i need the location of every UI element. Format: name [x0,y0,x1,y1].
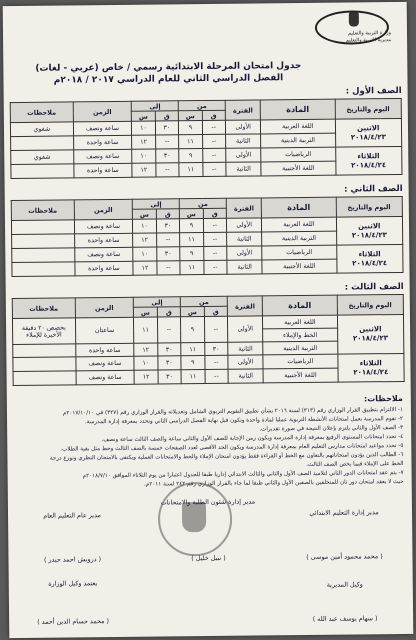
time-cell: ساعة واحدة [73,163,132,178]
signature-vice-left-name: ( محمد حسام الدين أحمد ) [37,617,110,626]
col-header-subject: المادة [261,197,335,218]
note-line: ٢- تقوم المدرسة بعمل امتحانات الأنشطة التربوية عمليا لمادة واحدة وتكون قبل نهاية الفصل الدراسي الثاني وتحدد بمعرفة إدارة المدرسة. [84,415,404,426]
to-s-cell: ١٢ [132,163,156,177]
col-header-from-q: ق [204,306,228,316]
subject-cell: اللغة العربية [262,217,336,232]
time-cell: ساعة ونصف [75,356,134,371]
to-q-cell: -- [156,163,180,177]
col-header-from: من [178,100,225,110]
col-header-to-q: ق [157,307,181,317]
note-cell [12,234,75,249]
to-s-cell: ١٠ [133,219,157,233]
from-s-cell: ١١ [180,233,204,247]
exam-date: ٢٠١٨/٤/٢٤ [351,160,387,169]
signature-left-name: ( درويش احمد حيدر ) [43,555,102,564]
time-cell: ساعة واحدة [73,135,132,150]
note-cell: شفوي [11,150,74,165]
day-name: الثلاثاء [358,249,381,258]
note-line: ١- الالتزام بتطبيق القرار الوزاري رقم (٣١٣) لسنة ٢٠١٦ بشأن تطبيق التقويم التربوي الشامل وتعديلاته والقرار الوزاري رقم (٣٢٧) في ٢٠١٧/١٠/١٠م [62,406,403,417]
to-q-cell: ٣٠ [155,121,179,135]
note-line: ٦- الطالب الذين يؤدون امتحاناتهم بالتعاون مع الخط أو القراءة فقط يؤدون امتحان الإملاء والخط والامتحانات العملية ويكتفى بالامتحان النظري ونوزع درجة [49,451,404,462]
from-q-cell: -- [203,218,227,232]
col-header-from-q: ق [203,208,227,218]
subject-cell: اللغة العربية [261,119,335,134]
to-q-cell: ٣٠ [158,356,182,370]
note-line: ٧- يتم عقد امتحانات الدور الثاني لتلاميذ الصف الأول والثاني والثالث الابتدائي إداريا طبقا للجدول اعتبارا من يوم الثلاثاء الموافق ٢٠١٨/٧/١٠م [82,469,404,480]
time-cell: ساعة واحدة [75,343,134,357]
col-header-time: الزمن [75,297,134,318]
to-s-cell: ١٠ [133,247,157,261]
subject-cell: اللغة الأجنبية [263,368,337,383]
to-q-cell: -- [157,317,181,343]
signature-left-title: مدير عام التعليم العام [43,511,101,520]
col-header-to: إلى [134,297,181,307]
signature-mid-name: ( نبيل خليل ) [191,553,226,563]
col-header-from: من [180,296,227,306]
from-q-cell: -- [203,260,227,274]
period-cell: الأولى [228,316,263,342]
day-name: الاثنين [358,221,381,230]
to-s-cell: ١٠ [132,121,156,135]
day-date-cell [336,216,403,245]
col-header-day: اليوم والتاريخ [336,196,403,217]
time-cell: ساعة واحدة [74,233,133,248]
to-q-cell: ٣٠ [157,343,181,356]
signature-vice-right-title: وكيل المديرية [326,580,363,589]
col-header-time: الزمن [74,199,133,220]
time-cell: ساعة ونصف [74,247,133,262]
period-cell: الأولى [226,218,261,232]
exam-date: ٢٠١٨/٤/٢٤ [352,258,388,267]
col-header-from-s: س [179,209,203,219]
from-s-cell: ٩ [181,356,205,370]
day-name: الثلاثاء [359,358,382,367]
to-q-cell: ٣٠ [156,219,180,233]
note-line: الخط على الإملاء فيما يخص الصف الثالث. [306,460,404,468]
col-header-to-s: س [133,209,157,219]
col-header-to-s: س [132,111,156,121]
signature-vice-left-title: يعتمد وكيل الوزارة [48,579,98,588]
time-cell: ساعة ونصف [73,149,132,164]
col-header-notes: ملاحظات [12,298,75,319]
period-cell: الثانية [228,369,263,383]
col-header-time: الزمن [73,101,132,122]
section-title: الصف الثالث : [344,281,404,293]
subject-cell: التربية الدينية [261,133,335,148]
from-s-cell: ٩ [180,247,204,261]
notes-heading: ملاحظات: [363,393,403,404]
exam-date: ٢٠١٨/٤/٢٣ [350,132,386,141]
note-cell [13,371,76,386]
from-q-cell: -- [202,134,226,148]
to-q-cell: -- [157,261,181,275]
subject-cell: اللغة العربية [263,315,337,329]
to-s-cell: ١٢ [133,233,157,247]
exam-date: ٢٠١٨/٤/٢٤ [353,367,389,376]
from-s-cell: ١١ [179,135,203,149]
eagle-emblem-icon [182,502,206,532]
col-header-to: إلى [132,199,179,209]
to-s-cell: ١٢ [134,343,158,356]
from-s-cell: ١١ [179,163,203,177]
col-header-to: إلى [131,101,178,111]
note-cell: شفوي [10,122,73,137]
col-header-day: اليوم والتاريخ [335,98,402,119]
col-header-from: من [179,198,226,208]
notes-list [17,406,404,491]
subject-cell: اللغة الأجنبية [262,259,336,274]
from-q-cell: -- [202,148,226,162]
from-q-cell: -- [203,232,227,246]
official-stamp [158,482,233,557]
subject-cell: الرياضيات [263,354,337,369]
from-s-cell: ٩ [180,219,204,233]
to-s-cell: ١١ [134,317,158,343]
doc-subtitle: الفصل الدراسي الثاني للعام الدراسي ٢٠١٧ / ٢٠١٨م [53,73,284,86]
col-header-period: الفترة [227,296,262,316]
table-row [12,314,403,331]
note-cell [11,220,74,235]
period-cell: الأولى [225,120,260,134]
to-q-cell: ٣٠ [158,370,182,384]
from-q-cell: -- [202,120,226,134]
note-cell [12,248,75,263]
to-q-cell: -- [155,135,179,149]
subject-cell: الخط والإملاء [263,328,337,342]
schedule-table-grade3 [12,294,405,386]
col-header-period: الفترة [225,100,260,120]
day-name: الاثنين [359,325,382,334]
note-cell [11,164,74,179]
from-s-cell: ١١ [180,261,204,275]
note-line: ٣- الصف الأول والثاني يلتزم بإعلان النتيجة في صورة تقديرات. [259,424,404,433]
logo-line1: وزارة التربية والتعليم [348,30,392,37]
time-cell: ساعتان [75,317,134,344]
day-name: الثلاثاء [357,151,380,160]
period-cell: الثانية [226,162,261,176]
col-header-notes: ملاحظات [11,200,74,221]
day-name: الاثنين [357,123,380,132]
from-s-cell: ٩ [179,121,203,135]
eagle-icon [349,12,359,26]
col-header-notes: ملاحظات [10,102,73,123]
period-cell: الثانية [228,342,263,355]
col-header-from-s: س [181,307,205,317]
to-s-cell: ١٠ [134,356,158,370]
to-s-cell: ١٠ [132,149,156,163]
to-q-cell: ٣٠ [155,149,179,163]
note-cell [13,344,76,358]
period-cell: الأولى [228,355,263,369]
from-q-cell: -- [204,355,228,369]
period-cell: الأولى [227,246,262,260]
section-title: الصف الثاني : [344,183,403,195]
subject-cell: التربية الدينية [262,231,336,246]
exam-date: ٢٠١٨/٤/٢٣ [351,230,387,239]
note-cell [11,136,74,151]
col-header-from-q: ق [202,110,226,120]
col-header-subject: المادة [263,295,337,316]
section-title: الصف الأول : [345,85,402,97]
subject-cell: الرياضيات [261,147,335,162]
col-header-to-q: ق [155,111,179,121]
day-date-cell [335,118,402,147]
note-line: ٥- تحدد مواعيد امتحانات مدارس التعليم العام بمعرفة إدارة المدرسة ويكون الحد الأقصى لعدد الصفحات خمسة بالصف الثالث وخط مثل بقية الطلاب. [60,442,404,453]
from-q-cell: ٣٠ [204,342,228,355]
period-cell: الثانية [227,260,262,274]
time-cell: ساعة واحدة [74,261,133,276]
day-date-cell [336,244,403,273]
from-s-cell: ١١ [181,370,205,384]
schedule-table-grade2 [11,196,404,277]
from-s-cell: ٩ [181,317,205,343]
to-s-cell: ١٢ [133,261,157,275]
day-date-cell [335,146,402,175]
signature-right-title: مدير إدارة التعليم الابتدائي [309,508,379,517]
document-page [3,2,414,638]
time-cell: ساعة ونصف [76,370,135,385]
subject-cell: الرياضيات [262,245,336,260]
col-header-from-s: س [178,111,202,121]
signature-vice-right-name: ( سهام يوسف عبد الله ) [312,614,378,623]
note-line: ٤- تحدد امتحانات المستوى الرفيع بمعرفة إدارة المدرسة ويكون زمن الإجابة للصف الأول والثاني ساعة والصف الثالث ساعة ونصف. [101,433,404,444]
from-s-cell: ١١ [181,343,205,356]
note-cell [13,357,76,372]
doc-title: جدول امتحان المرحلة الابتدائية رسمي / خاص (عربي - لغات) [35,61,302,74]
ministry-logo [307,6,399,51]
note-cell: بخصص ٢٠ دقيقة الأخيرة للإملاء [12,318,75,345]
period-cell: الأولى [226,148,261,162]
col-header-subject: المادة [260,99,334,120]
col-header-to-q: ق [156,209,180,219]
note-line: حيث لا يعقد امتحان دور ثان للمتخلفين بالصفين الأول والثاني طبقا لما جاء بالقرار الوزاري رقم ٢٤٢ لسنة ٢٠١١م. [143,478,404,488]
to-s-cell: ١٢ [132,135,156,149]
signature-right-name: ( محمد محمود أمين موسى ) [306,552,383,561]
from-s-cell: ٩ [179,149,203,163]
schedule-table-grade1 [10,98,403,179]
from-q-cell: -- [205,369,229,383]
from-q-cell: -- [202,162,226,176]
exam-date: ٢٠١٨/٤/٢٣ [352,334,389,343]
to-q-cell: -- [156,233,180,247]
subject-cell: اللغة الأجنبية [261,161,335,176]
col-header-to-s: س [134,307,158,317]
logo-line2: مديرية التربية والتعليم [345,37,392,44]
period-cell: الثانية [226,134,261,148]
col-header-day: اليوم والتاريخ [337,294,404,315]
from-q-cell: -- [204,316,228,342]
period-cell: الثانية [227,232,262,246]
time-cell: ساعة ونصف [74,219,133,234]
subject-cell: التربية الدينية [263,341,337,355]
time-cell: ساعة ونصف [73,121,132,136]
day-date-cell [337,353,404,382]
to-q-cell: ٣٠ [156,247,180,261]
day-date-cell [337,314,404,354]
note-cell [12,262,75,277]
to-s-cell: ١٢ [134,370,158,384]
signature-mid-title: مدير إدارة شئون الطلبة والامتحانات [160,497,256,507]
col-header-period: الفترة [226,198,261,218]
from-q-cell: -- [203,246,227,260]
